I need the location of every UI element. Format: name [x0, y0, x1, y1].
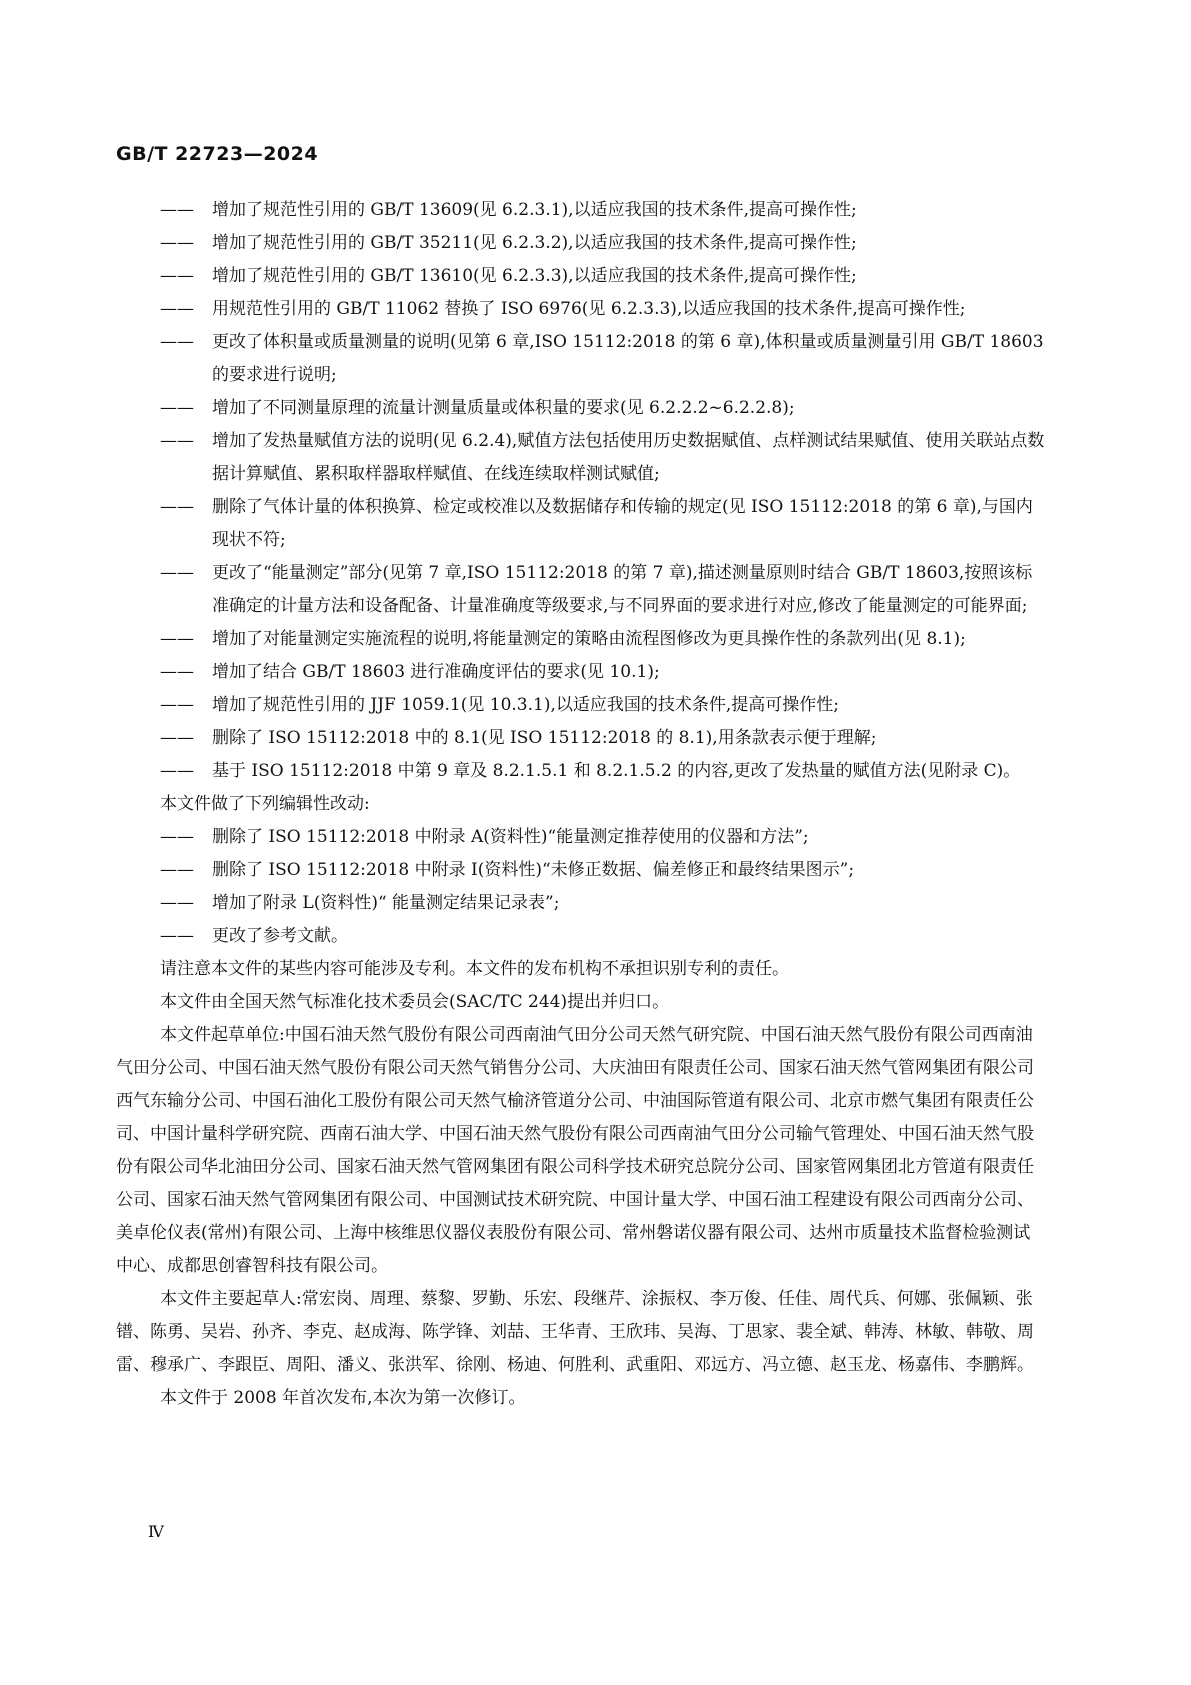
- technical-change-text: 更改了“能量测定”部分(见第 7 章,ISO 15112:2018 的第 7 章),描述测量原则时结合 GB/T 18603,按照该标准确定的计量方法和设备配备、计量准确度等级要求,与不同界面的要求进行对应,修改了能量测定的可能界面;: [212, 563, 1033, 616]
- editorial-change-text: 增加了附录 L(资料性)“ 能量测定结果记录表”;: [212, 893, 560, 913]
- technical-change-text: 基于 ISO 15112:2018 中第 9 章及 8.2.1.5.1 和 8.2.1.5.2 的内容,更改了发热量的赋值方法(见附录 C)。: [212, 761, 1021, 781]
- bullet-dash: ——: [160, 200, 194, 220]
- technical-change-text: 增加了结合 GB/T 18603 进行准确度评估的要求(见 10.1);: [212, 662, 660, 682]
- technical-change-item: [116, 623, 1046, 656]
- editorial-change-text: 更改了参考文献。: [212, 926, 348, 946]
- technical-change-item: [116, 557, 1046, 623]
- bullet-dash: ——: [160, 332, 194, 352]
- bullet-dash: ——: [160, 629, 194, 649]
- bullet-dash: ——: [160, 497, 194, 517]
- technical-change-text: 增加了对能量测定实施流程的说明,将能量测定的策略由流程图修改为更具操作性的条款列出(见 8.1);: [212, 629, 966, 649]
- bullet-dash: ——: [160, 233, 194, 253]
- proposer-statement: 本文件由全国天然气标准化技术委员会(SAC/TC 244)提出并归口。: [160, 992, 670, 1012]
- technical-change-text: 增加了规范性引用的 GB/T 13609(见 6.2.3.1),以适应我国的技术条件,提高可操作性;: [212, 200, 857, 220]
- patent-notice: 请注意本文件的某些内容可能涉及专利。本文件的发布机构不承担识别专利的责任。: [160, 959, 789, 979]
- editorial-change-item: [116, 887, 1046, 920]
- bullet-dash: ——: [160, 893, 194, 913]
- technical-change-item: [116, 656, 1046, 689]
- technical-change-text: 删除了气体计量的体积换算、检定或校准以及数据储存和传输的规定(见 ISO 15112:2018 的第 6 章),与国内现状不符;: [212, 497, 1033, 550]
- bullet-dash: ——: [160, 662, 194, 682]
- editorial-change-text: 删除了 ISO 15112:2018 中附录 A(资料性)“能量测定推荐使用的仪器和方法”;: [212, 827, 809, 847]
- editorial-intro: 本文件做了下列编辑性改动:: [160, 794, 370, 814]
- technical-change-text: 删除了 ISO 15112:2018 中的 8.1(见 ISO 15112:2018 的 8.1),用条款表示便于理解;: [212, 728, 877, 748]
- bullet-dash: ——: [160, 266, 194, 286]
- bullet-dash: ——: [160, 860, 194, 880]
- technical-change-item: [116, 326, 1046, 392]
- bullet-dash: ——: [160, 761, 194, 781]
- technical-change-text: 增加了规范性引用的 JJF 1059.1(见 10.3.1),以适应我国的技术条件,提高可操作性;: [212, 695, 839, 715]
- bullet-dash: ——: [160, 926, 194, 946]
- technical-change-item: [116, 293, 1046, 326]
- technical-change-item: [116, 194, 1046, 227]
- technical-change-text: 增加了发热量赋值方法的说明(见 6.2.4),赋值方法包括使用历史数据赋值、点样测试结果赋值、使用关联站点数据计算赋值、累积取样器取样赋值、在线连续取样测试赋值;: [212, 431, 1045, 484]
- technical-change-item: [116, 392, 1046, 425]
- technical-change-item: [116, 227, 1046, 260]
- technical-change-text: 增加了不同测量原理的流量计测量质量或体积量的要求(见 6.2.2.2~6.2.2.8);: [212, 398, 795, 418]
- drafting-units: 本文件起草单位:中国石油天然气股份有限公司西南油气田分公司天然气研究院、中国石油天然气股份有限公司西南油气田分公司、中国石油天然气股份有限公司天然气销售分公司、大庆油田有限责任公司、国家石油天然气管网集团有限公司西气东输分公司、中国石油化工股份有限公司天然气榆济管道分公司、中油国际管道有限公司、北京市燃气集团有限责任公司、中国计量科学研究院、西南石油大学、中国石油天然气股份有限公司西南油气田分公司输气管理处、中国石油天然气股份有限公司华北油田分公司、国家石油天然气管网集团有限公司科学技术研究总院分公司、国家管网集团北方管道有限责任公司、国家石油天然气管网集团有限公司、中国测试技术研究院、中国计量大学、中国石油工程建设有限公司西南分公司、美卓伦仪表(常州)有限公司、上海中核维思仪器仪表股份有限公司、常州磐诺仪器有限公司、达州市质量技术监督检验测试中心、成都思创睿智科技有限公司。: [116, 1025, 1034, 1276]
- technical-change-text: 用规范性引用的 GB/T 11062 替换了 ISO 6976(见 6.2.3.3),以适应我国的技术条件,提高可操作性;: [212, 299, 966, 319]
- bullet-dash: ——: [160, 728, 194, 748]
- document-number-header: GB/T 22723—2024: [116, 143, 319, 165]
- page-number: Ⅳ: [148, 1522, 164, 1541]
- main-drafters: 本文件主要起草人:常宏岗、周理、蔡黎、罗勤、乐宏、段继芹、涂振权、李万俊、任佳、周代兵、何娜、张佩颖、张镨、陈勇、吴岩、孙齐、李克、赵成海、陈学锋、刘喆、王华青、王欣玮、吴海、丁思家、裴全斌、韩涛、林敏、韩敬、周雷、穆承广、李跟臣、周阳、潘义、张洪军、徐刚、杨迪、何胜利、武重阳、邓远方、冯立德、赵玉龙、杨嘉伟、李鹏辉。: [116, 1289, 1034, 1375]
- bullet-dash: ——: [160, 299, 194, 319]
- editorial-change-item: [116, 854, 1046, 887]
- technical-change-text: 增加了规范性引用的 GB/T 13610(见 6.2.3.3),以适应我国的技术条件,提高可操作性;: [212, 266, 857, 286]
- foreword-body: [116, 194, 1046, 1415]
- editorial-change-text: 删除了 ISO 15112:2018 中附录 I(资料性)“未修正数据、偏差修正和最终结果图示”;: [212, 860, 855, 880]
- technical-change-item: [116, 491, 1046, 557]
- bullet-dash: ——: [160, 398, 194, 418]
- technical-change-text: 增加了规范性引用的 GB/T 35211(见 6.2.3.2),以适应我国的技术条件,提高可操作性;: [212, 233, 857, 253]
- technical-change-item: [116, 260, 1046, 293]
- technical-change-item: [116, 722, 1046, 755]
- technical-change-item: [116, 755, 1046, 788]
- publication-history: 本文件于 2008 年首次发布,本次为第一次修订。: [160, 1388, 526, 1408]
- technical-change-item: [116, 425, 1046, 491]
- technical-change-item: [116, 689, 1046, 722]
- bullet-dash: ——: [160, 827, 194, 847]
- technical-change-text: 更改了体积量或质量测量的说明(见第 6 章,ISO 15112:2018 的第 6 章),体积量或质量测量引用 GB/T 18603 的要求进行说明;: [212, 332, 1044, 385]
- editorial-change-item: [116, 920, 1046, 953]
- bullet-dash: ——: [160, 563, 194, 583]
- bullet-dash: ——: [160, 695, 194, 715]
- bullet-dash: ——: [160, 431, 194, 451]
- editorial-change-item: [116, 821, 1046, 854]
